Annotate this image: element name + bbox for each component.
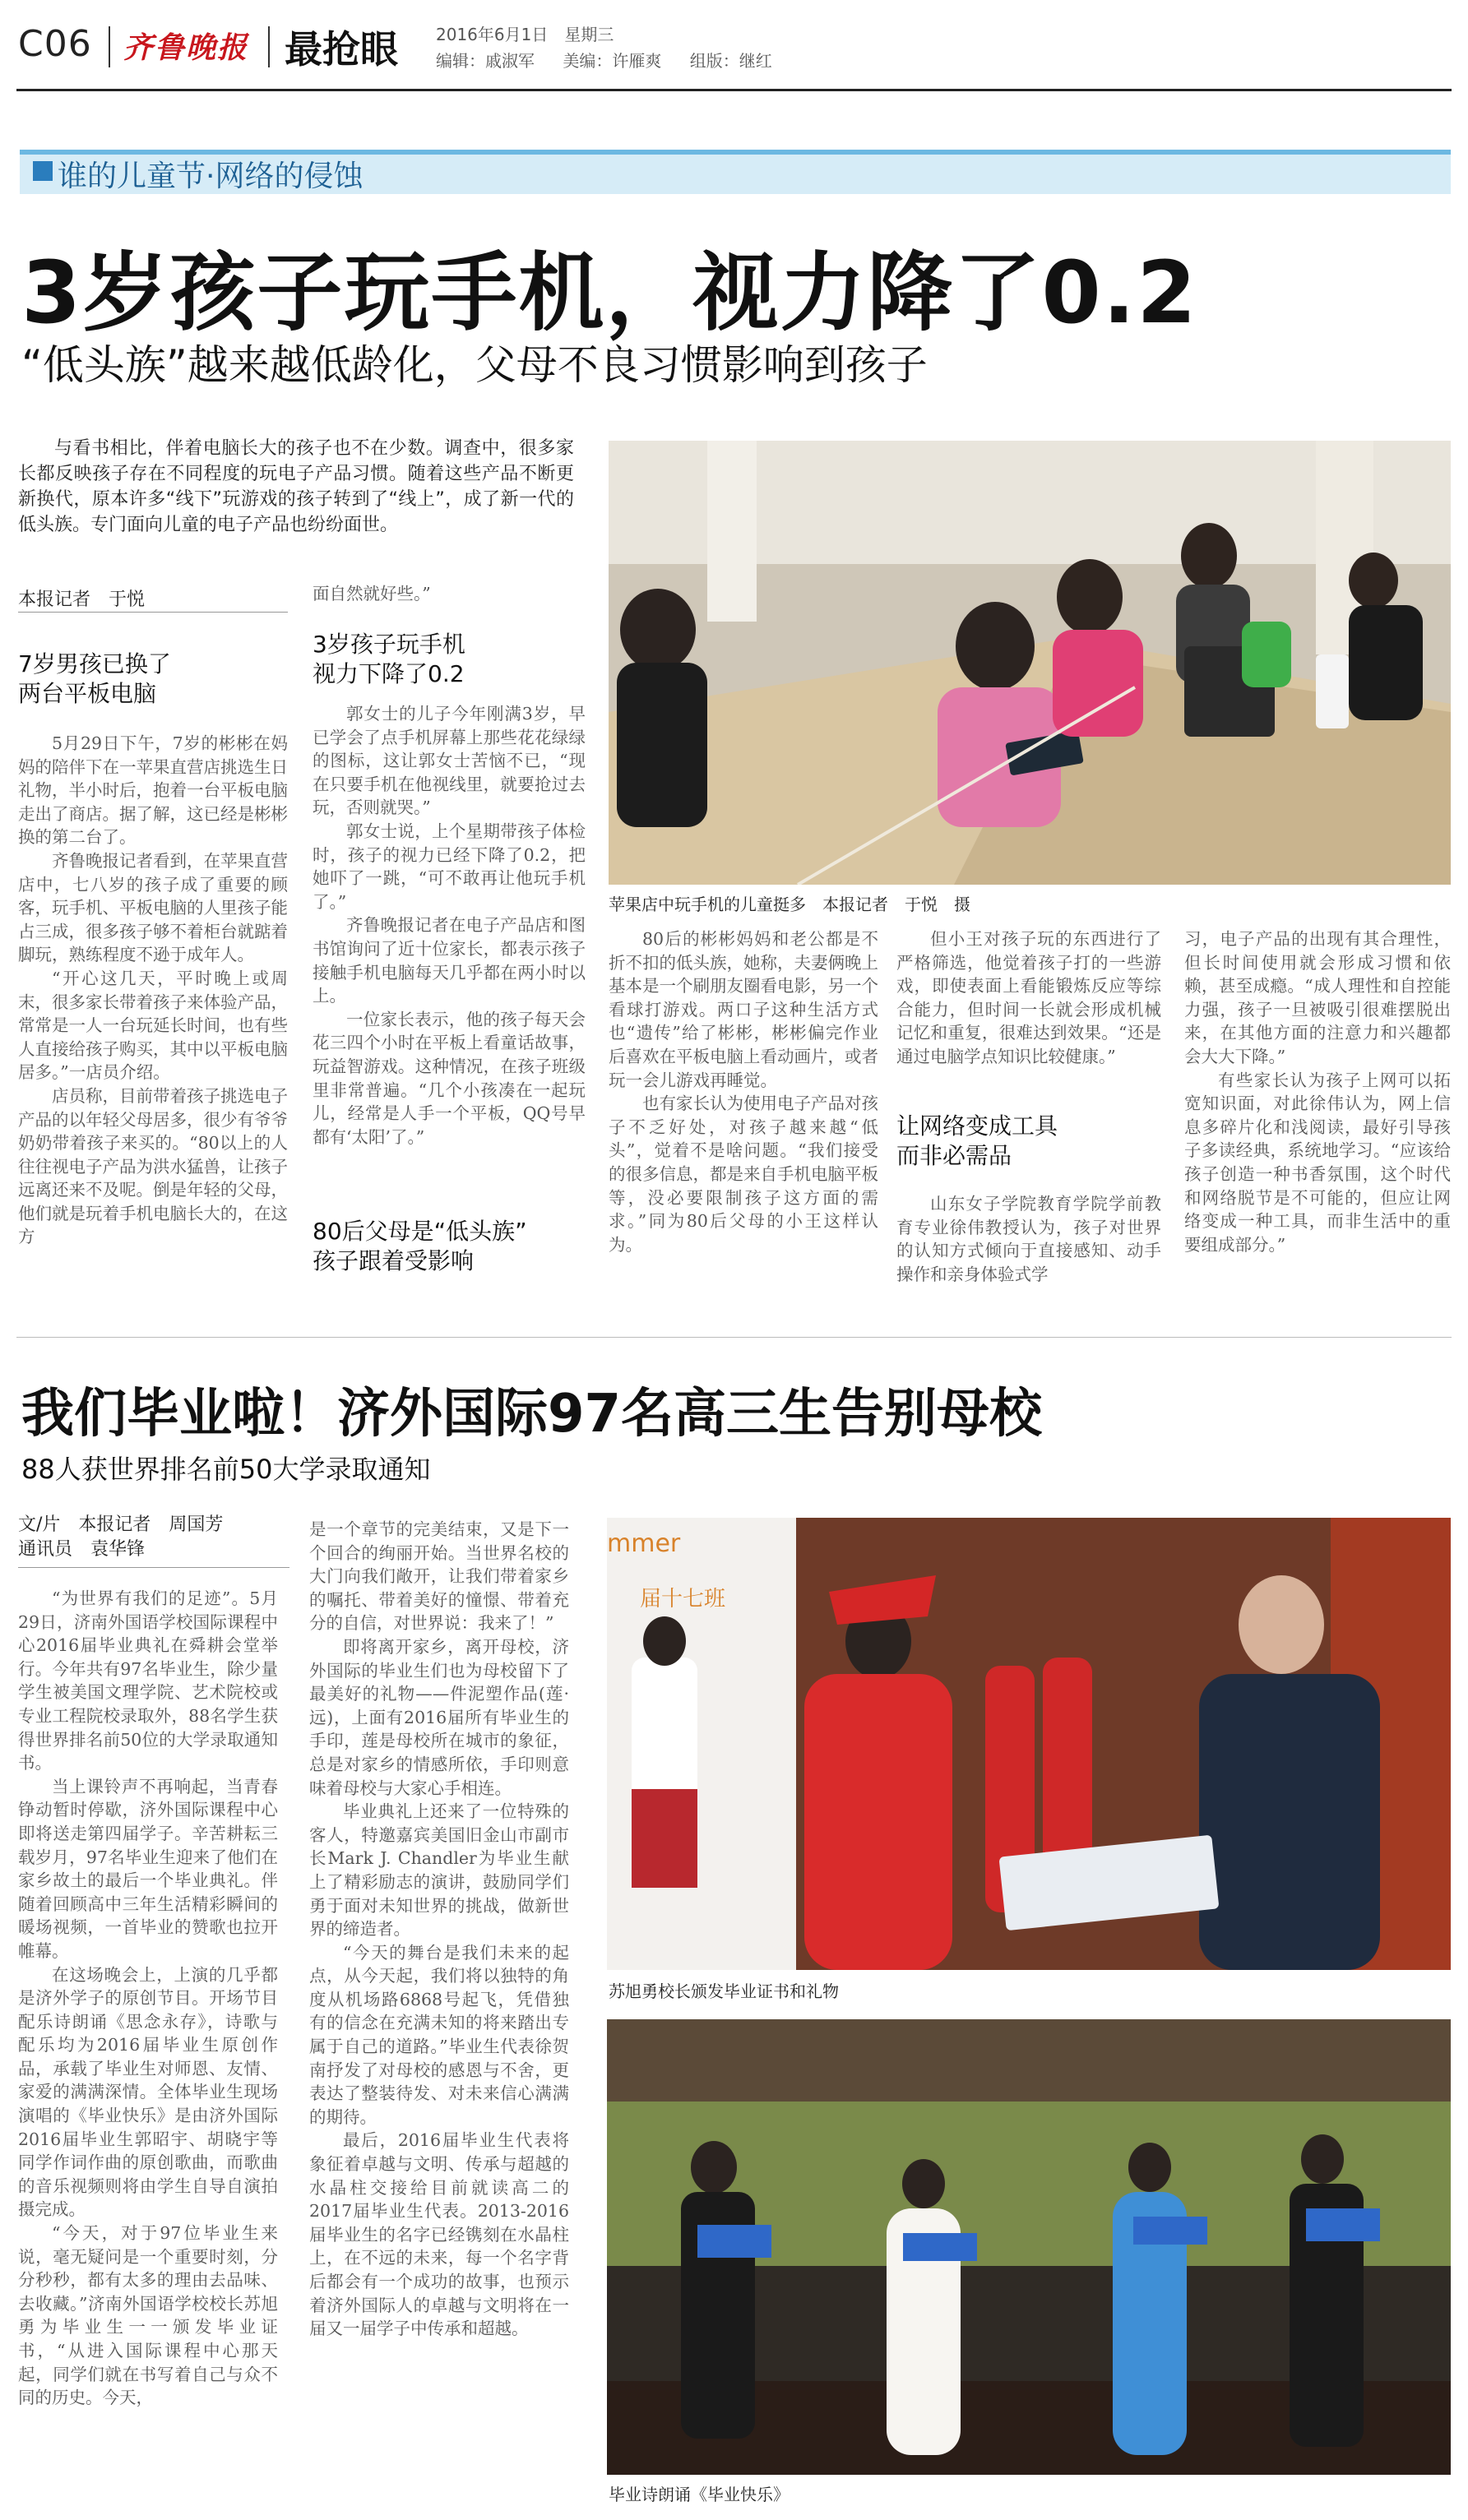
subhead-3yo-vision: 3岁孩子玩手机 视力下降了0.2 (313, 631, 465, 687)
photo-caption: 苹果店中玩手机的儿童挺多 本报记者 于悦 摄 (609, 895, 970, 914)
paragraph: 店员称，目前带着孩子挑选电子产品的以年轻父母居多，很少有爷爷奶奶带着孩子来买的。“80以上的人往往视电子产品为洪水猛兽，让孩子远离还来不及呢。倒是年轻的父母，他们就是玩着手机电脑长大的，在这方 (18, 1085, 288, 1247)
byline-line: 文/片 本报记者 周国芳 (18, 1514, 224, 1535)
kicker-square-icon (33, 161, 53, 181)
art-editor-credit: 美编：许雁爽 (563, 51, 662, 71)
masthead-divider (109, 26, 110, 67)
paragraph: 在这场晚会上，上演的几乎都是济外学子的原创节目。开场节目配乐诗朗诵《思念永存》，诗歌与配乐均为2016届毕业生原创作品，承载了毕业生对师恩、友情、家爱的满满深情。全体毕业生现场演唱的《毕业快乐》是由济外国际2016届毕业生郭昭宇、胡晓宇等同学作词作曲的原创歌曲，而歌曲的音乐视频则将由学生自导自演拍摄完成。 (18, 1964, 278, 2220)
paragraph: 也有家长认为使用电子产品对孩子不乏好处，对孩子越来越“低头”，觉着不是啥问题。“我们接受的很多信息，都是来自手机电脑平板等，没必要限制孩子这方面的需求。”同为80后父母的小王这样认为。 (609, 1094, 878, 1255)
photo-caption: 苏旭勇校长颁发毕业证书和礼物 (609, 1981, 839, 2001)
story2-byline (18, 1513, 289, 1562)
story1-lead: 与看书相比，伴着电脑长大的孩子也不在少数。调查中，很多家长都反映孩子存在不同程度的玩电子产品习惯。随着这些产品不断更新换代，原本许多“线下”玩游戏的孩子转到了“线上”，成了新一代的低头族。专门面向儿童的电子产品也纷纷面世。 (18, 438, 574, 535)
story1-subheadline: “低头族”越来越低龄化，父母不良习惯影响到孩子 (21, 341, 928, 389)
story2-headline: 我们毕业啦！济外国际97名高三生告别母校 (21, 1384, 1043, 1445)
photo-apple-store-children (609, 441, 1451, 885)
photo-banner-text: 届十七班 (640, 1587, 726, 1611)
story1-column-5 (1184, 927, 1451, 1306)
paragraph: 郭女士的儿子今年刚满3岁，早已学会了点手机屏幕上那些花花绿绿的图标，这让郭女士苦恼不已，“现在只要手机在他视线里，就要抢过去玩，否则就哭。” (313, 704, 586, 818)
paragraph: 毕业典礼上还来了一位特殊的客人，特邀嘉宾美国旧金山市副市长Mark J. Chandler为毕业生献上了精彩励志的演讲，鼓励同学们勇于面对未知世界的挑战，做新世界的缔造者。 (309, 1801, 569, 1940)
photo-poetry-recital (607, 2019, 1451, 2475)
byline-rule (18, 1567, 289, 1568)
photo-stage-illustration (607, 2019, 1451, 2475)
photo-certificate-presentation (607, 1518, 1451, 1970)
story1-column-1 (18, 732, 288, 1304)
paragraph: “今天的舞台是我们未来的起点，从今天起，我们将以独特的角度从机场路6868号起飞，凭借独有的信念在充满未知的将来踏出专属于自己的道路。”毕业生代表徐贺南抒发了对母校的感恩与不舍，更表达了整装待发、对未来信心满满的期待。 (309, 1942, 569, 2127)
page-number: C06 (18, 23, 92, 65)
masthead-divider (268, 26, 270, 67)
paragraph: “为世界有我们的足迹”。5月29日，济南外国语学校国际课程中心2016届毕业典礼在舜耕会堂举行。今年共有97名毕业生，除少量学生被美国文理学院、艺术院校或专业工程院校录取外，88名学生获得世界排名前50位的大学录取通知书。 (18, 1588, 278, 1773)
paragraph: 郭女士说，上个星期带孩子体检时，孩子的视力已经下降了0.2，把她吓了一跳，“可不敢再让他玩手机了。” (313, 821, 586, 912)
paragraph: 习，电子产品的出现有其合理性，但长时间使用就会形成习惯和依赖，甚至成瘾。“成人理性和自控能力强，孩子一旦被吸引很难摆脱出来，在其他方面的注意力和兴趣都会大大下降。” (1184, 929, 1451, 1066)
paragraph: 有些家长认为孩子上网可以拓宽知识面，对此徐伟认为，网上信息多碎片化和浅阅读，最好引导孩子多读经典，系统地学习。“应该给孩子创造一种书香氛围，这个时代和网络脱节是不可能的，但应让网络变成一种工具，而非生活中的重要组成部分。” (1184, 1070, 1451, 1255)
byline-line: 通讯员 袁华锋 (18, 1539, 146, 1560)
paragraph: 齐鲁晚报记者在电子产品店和图书馆询问了近十位家长，都表示孩子接触手机电脑每天几乎都在两小时以上。 (313, 915, 586, 1006)
proofreader-credit: 组版：继红 (689, 51, 772, 71)
paragraph: 最后，2016届毕业生代表将象征着卓越与文明、传承与超越的水晶柱交接给目前就读高二的2017届毕业生代表。2013-2016届毕业生的名字已经镌刻在水晶柱上，在不远的未来，每一个名字背后都会有一个成功的故事，也预示着济外国际人的卓越与文明将在一届又一届学子中传承和超越。 (309, 2130, 569, 2339)
paragraph: 5月29日下午，7岁的彬彬在妈妈的陪伴下在一苹果直营店挑选生日礼物，半小时后，抱着一台平板电脑走出了商店。据了解，这已经是彬彬换的第二台了。 (18, 733, 288, 848)
story-kicker: 谁的儿童节·网络的侵蚀 (58, 160, 364, 193)
section-title: 最抢眼 (285, 27, 398, 72)
editor-credit: 编辑：戚淑军 (436, 51, 535, 71)
paragraph: 但小王对孩子玩的东西进行了严格筛选，他觉着孩子打的一些游戏，即使表面上看能锻炼反应等综合能力，但时间一长就会形成机械记忆和重复，很难达到效果。“还是通过电脑学点知识比较健康。” (896, 929, 1161, 1066)
paragraph: “今天，对于97位毕业生来说，毫无疑问是一个重要时刻，分分秒秒，都有太多的理由去品味、去收藏。”济南外国语学校校长苏旭勇为毕业生一一颁发毕业证书，“从进入国际课程中心那天起，同学们就在书写着自己与众不同的历史。今天， (18, 2223, 278, 2408)
paragraph: 即将离开家乡，离开母校，济外国际的毕业生们也为母校留下了最美好的礼物——件泥塑作品(莲·远)，上面有2016届所有毕业生的手印，莲是母校所在城市的象征，总是对家乡的情感所依，手印则意味着母校与大家心手相连。 (309, 1636, 569, 1798)
issue-date: 2016年6月1日 星期三 (436, 25, 614, 44)
story2-column-1 (18, 1587, 278, 2498)
paragraph: 是一个章节的完美结束，又是下一个回合的绚丽开始。当世界名校的大门向我们敞开，让我们带着家乡的嘱托、带着美好的憧憬、带着充分的自信，对世界说：我来了！” (309, 1519, 569, 1634)
story2-subheadline: 88人获世界排名前50大学录取通知 (21, 1454, 431, 1485)
paragraph: “开心这几天，平时晚上或周末，很多家长带着孩子来体验产品，常常是一人一台玩延长时间，也有些人直接给孩子购买，其中以平板电脑居多。”一店员介绍。 (18, 968, 288, 1083)
story1-byline: 本报记者 于悦 (18, 590, 146, 610)
paragraph: 一位家长表示，他的孩子每天会花三四个小时在平板上看童话故事，玩益智游戏。这种情况，在孩子班级里非常普遍。“几个小孩凑在一起玩儿，经常是人手一个平板，QQ号早都有‘太阳’了。” (313, 1009, 586, 1147)
photo-apple-store-illustration (609, 441, 1451, 885)
subhead-network-tool: 让网络变成工具 而非必需品 (896, 1112, 1058, 1169)
story1-column-2-top (313, 582, 586, 615)
masthead-rule (16, 89, 1452, 91)
subhead-7yo-tablet: 7岁男孩已换了 两台平板电脑 (18, 650, 171, 707)
paragraph: 面自然就好些。” (313, 584, 431, 603)
newspaper-logo: 齐鲁晚报 (123, 30, 249, 65)
story1-column-4-top (896, 927, 1161, 1100)
story1-headline: 3岁孩子玩手机，视力降了0.2 (21, 243, 1198, 343)
story1-column-4 (896, 1192, 1161, 1306)
story-separator (16, 1337, 1452, 1338)
byline-rule (18, 612, 288, 613)
subhead-80s-parents: 80后父母是“低头族” 孩子跟着受影响 (313, 1218, 527, 1274)
paragraph: 山东女子学院教育学院学前教育专业徐伟教授认为，孩子对世界的认知方式倾向于直接感知、动手操作和亲身体验式学 (896, 1194, 1161, 1284)
story2-column-2 (309, 1518, 569, 2498)
paragraph: 齐鲁晚报记者看到，在苹果直营店中，七八岁的孩子成了重要的顾客，玩手机、平板电脑的人里孩子能占三成，很多孩子够不着柜台就踮着脚玩，熟练程度不逊于成年人。 (18, 850, 288, 965)
paragraph: 80后的彬彬妈妈和老公都是不折不扣的低头族，她称，夫妻俩晚上基本是一个刷朋友圈看电影，另一个看球打游戏。两口子这种生活方式也“遗传”给了彬彬，彬彬偏完作业后喜欢在平板电脑上看动画片，或者玩一会儿游戏再睡觉。 (609, 929, 878, 1090)
editor-credits (436, 48, 795, 72)
story1-column-2 (313, 702, 586, 1209)
photo-banner-text: mmer (607, 1529, 681, 1558)
photo-caption: 毕业诗朗诵《毕业快乐》 (609, 2485, 790, 2504)
paragraph: 当上课铃声不再响起，当青春铮动暂时停歇，济外国际课程中心即将送走第四届学子。辛苦耕耘三载岁月，97名毕业生迎来了他们在家乡故土的最后一个毕业典礼。伴随着回顾高中三年生活精彩瞬间的暖场视频，一首毕业的赞歌也拉开帷幕。 (18, 1776, 278, 1961)
story1-column-3 (609, 927, 878, 1306)
